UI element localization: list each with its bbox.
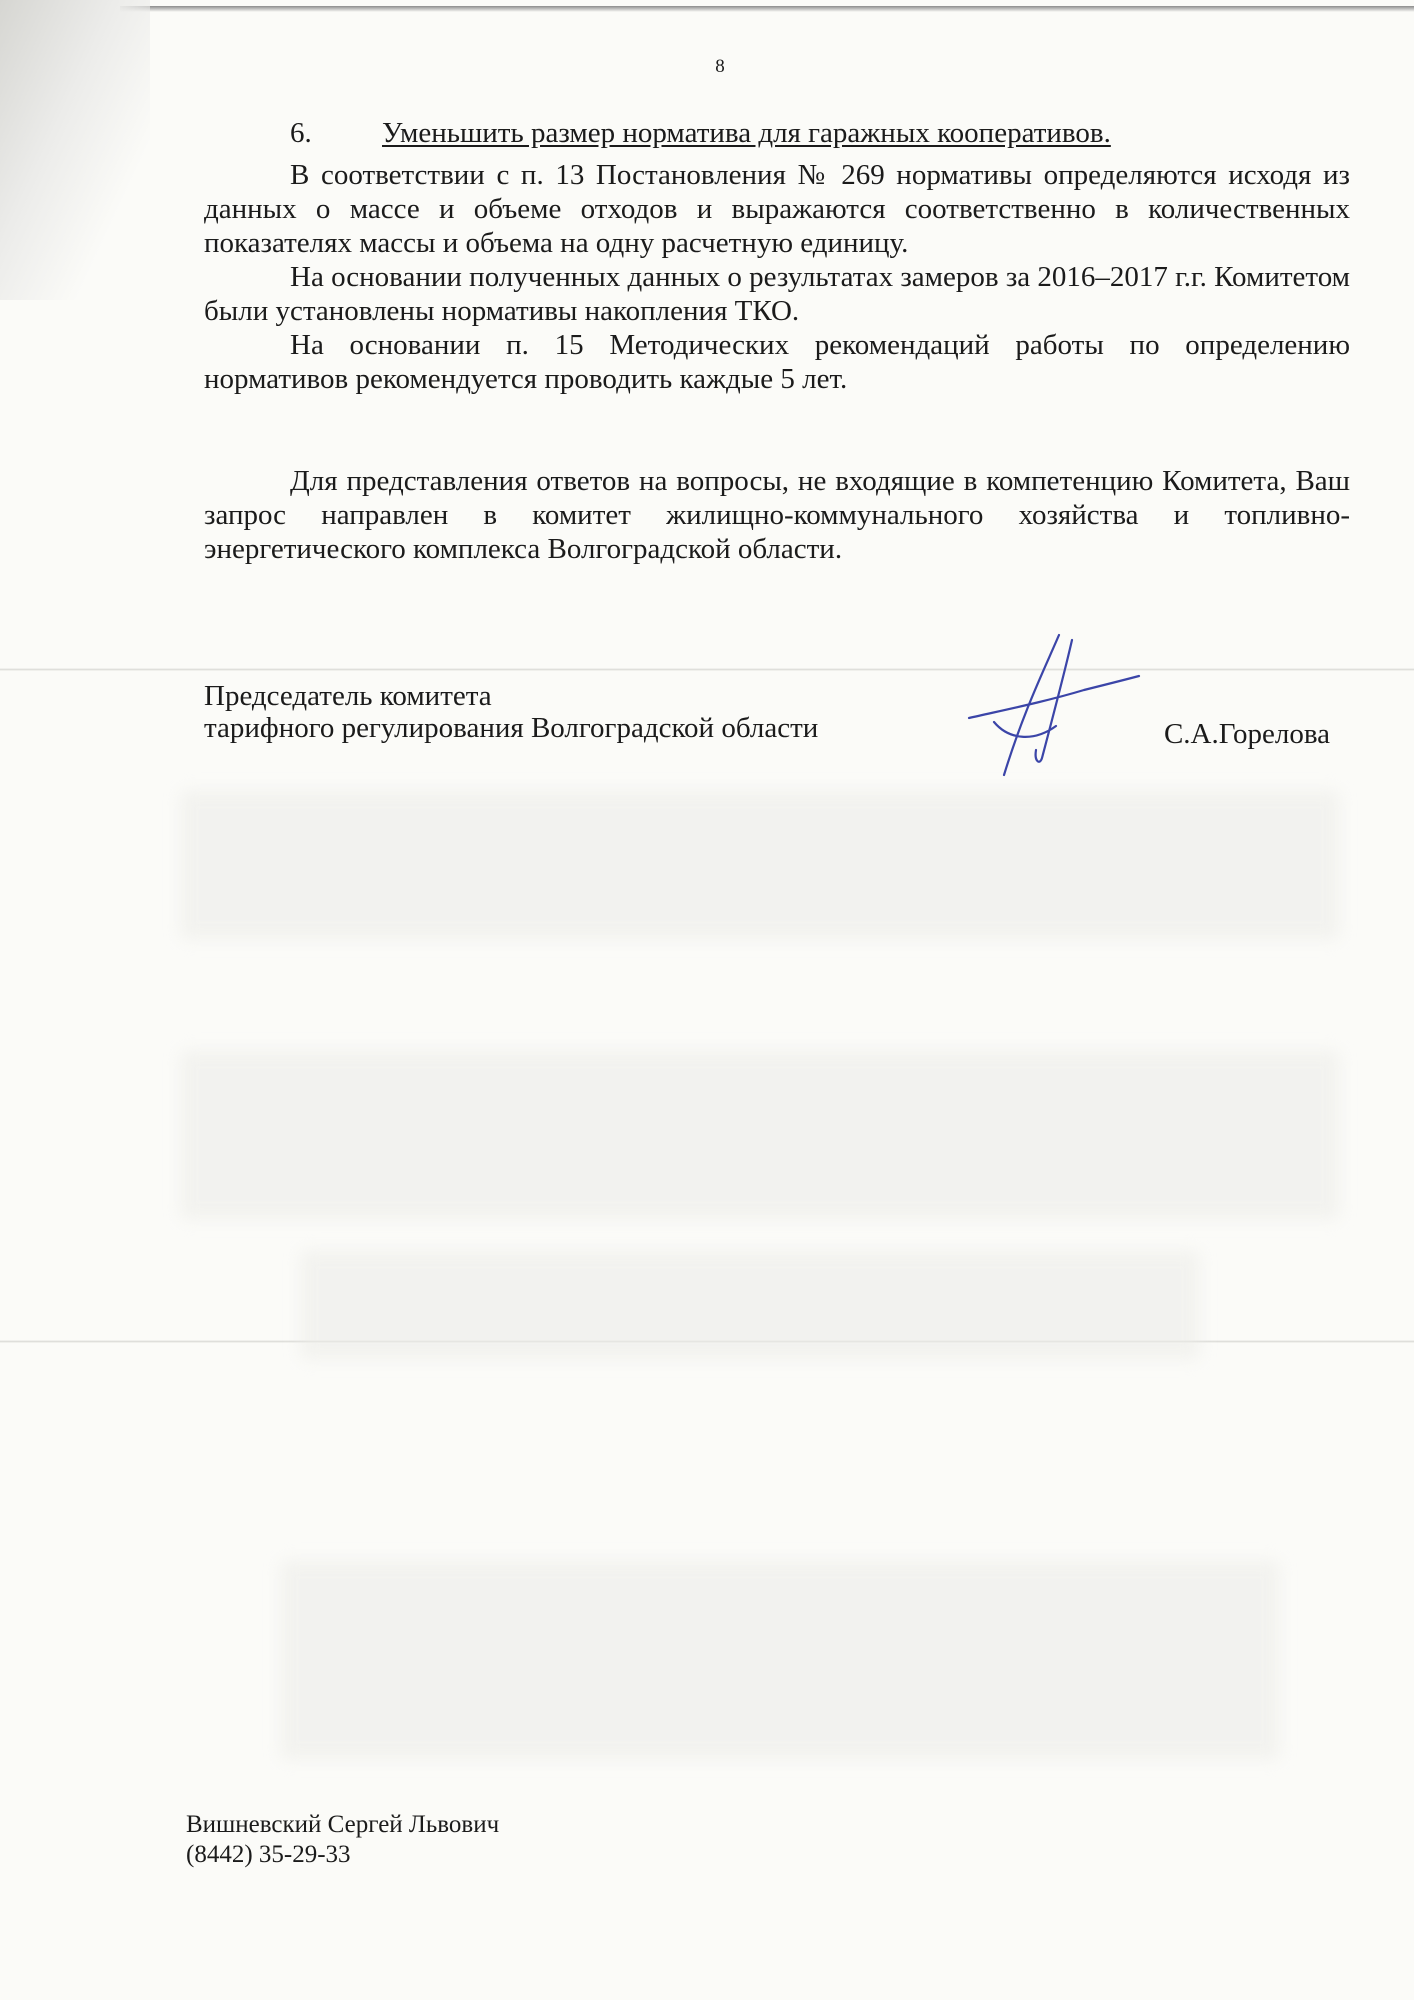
signatory-position-line: тарифного регулирования Волгоградской области xyxy=(204,712,819,744)
contact-name: Вишневский Сергей Львович xyxy=(186,1811,500,1838)
signatory-name: С.А.Горелова xyxy=(1163,718,1330,750)
contact-block xyxy=(186,1810,499,1870)
bleed-through xyxy=(180,790,1340,940)
paragraph: На основании полученных данных о результатах замеров за 2016–2017 г.г. Комитетом были установлены нормативы накопления ТКО. xyxy=(204,261,1351,327)
item-title: Уменьшить размер норматива для гаражных кооперативов. xyxy=(382,117,1111,149)
folded-corner xyxy=(0,0,150,300)
contact-phone: (8442) 35-29-33 xyxy=(186,1841,351,1868)
paragraph: На основании п. 15 Методических рекомендаций работы по определению нормативов рекомендуется проводить каждые 5 лет. xyxy=(204,329,1350,395)
scan-edge-shadow xyxy=(120,6,1414,12)
signatory-position-line: Председатель комитета xyxy=(204,680,492,712)
closing-text xyxy=(204,464,1350,566)
paragraph: В соответствии с п. 13 Постановления № 269 нормативы определяются исходя из данных о массе и объеме отходов и выражаются соответственно в количественных показателях массы и объема на одну расчетную единицу. xyxy=(204,159,1350,259)
item-heading xyxy=(290,116,1111,150)
signatory-position xyxy=(204,680,818,744)
bleed-through xyxy=(300,1250,1200,1360)
fold-line xyxy=(0,668,1414,671)
page-number: 8 xyxy=(715,56,725,77)
bleed-through xyxy=(180,1050,1340,1220)
handwritten-signature xyxy=(964,630,1144,790)
signature-block xyxy=(204,680,1350,800)
item-number: 6. xyxy=(290,117,312,149)
paragraph: Для представления ответов на вопросы, не входящие в компетенцию Комитета, Ваш запрос направлен в комитет жилищно-коммунального хозяйства и топливно-энергетического комплекса Волгоградской области. xyxy=(204,465,1350,565)
body-text xyxy=(204,158,1350,396)
bleed-through xyxy=(280,1560,1280,1760)
